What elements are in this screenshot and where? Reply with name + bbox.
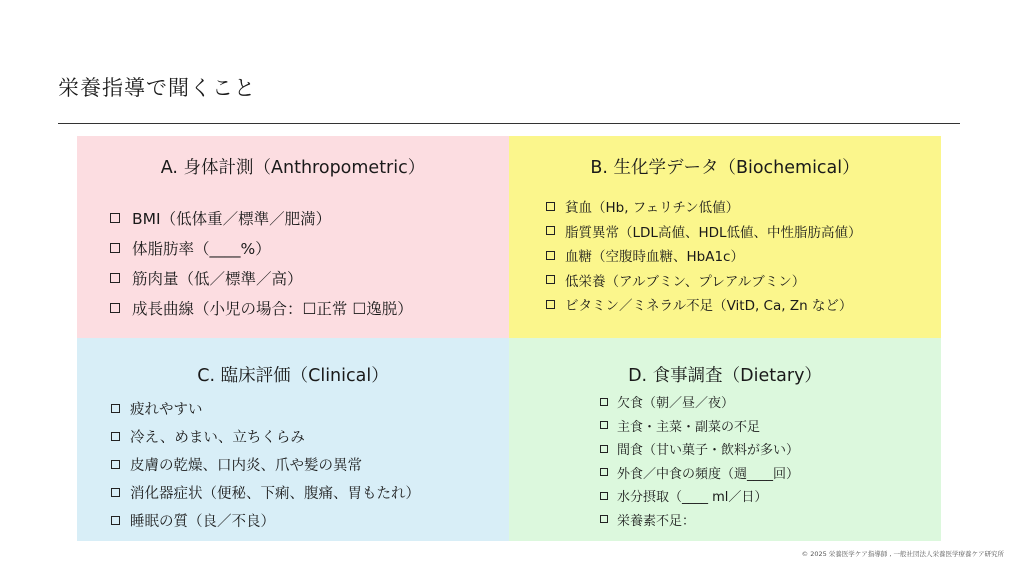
copyright-footer: © 2025 栄養医学ケア指導師 , 一般社団法人栄養医学療養ケア研究所 xyxy=(801,550,1004,558)
checkbox-icon[interactable] xyxy=(111,516,120,525)
checklist-item-label: 低栄養（アルブミン、プレアルブミン） xyxy=(565,273,806,290)
checkbox-icon[interactable] xyxy=(600,515,608,523)
checkbox-icon[interactable] xyxy=(600,445,608,453)
checklist-item-label: BMI（低体重／標準／肥満） xyxy=(132,210,332,228)
checklist-item-label: 睡眠の質（良／不良） xyxy=(130,513,275,530)
checklist-biochemical xyxy=(546,194,862,317)
section-title-dietary: D. 食事調査（Dietary） xyxy=(628,366,822,386)
checklist-item-label: ビタミン／ミネラル不足（VitD, Ca, Zn など） xyxy=(565,298,853,315)
checkbox-icon[interactable] xyxy=(110,213,120,223)
section-anthropometric xyxy=(77,136,509,338)
checkbox-icon[interactable] xyxy=(110,303,120,313)
checkbox-icon[interactable] xyxy=(600,468,608,476)
checkbox-icon[interactable] xyxy=(546,300,555,309)
checklist-item-label: 体脂肪率（____%） xyxy=(132,240,271,258)
section-clinical xyxy=(77,338,509,541)
checklist-item[interactable] xyxy=(111,478,420,506)
checkbox-icon[interactable] xyxy=(111,404,120,413)
page-title: 栄養指導で聞くこと xyxy=(58,76,256,100)
checklist-item[interactable] xyxy=(110,233,413,263)
checklist-item[interactable] xyxy=(110,263,413,293)
checklist-item[interactable] xyxy=(111,450,420,478)
checkbox-icon[interactable] xyxy=(110,273,120,283)
checkbox-icon[interactable] xyxy=(546,275,555,284)
checklist-item[interactable] xyxy=(600,437,799,461)
checklist-item[interactable] xyxy=(546,243,862,268)
checklist-item-label: 皮膚の乾燥、口内炎、爪や髪の異常 xyxy=(130,457,362,474)
checkbox-icon[interactable] xyxy=(546,226,555,235)
checkbox-icon[interactable] xyxy=(546,251,555,260)
checklist-item-label: 消化器症状（便秘、下痢、腹痛、胃もたれ） xyxy=(130,485,420,502)
checklist-item-label: 栄養素不足： xyxy=(617,513,696,529)
checklist-item-label: 脂質異常（LDL高値、HDL低値、中性脂肪高値） xyxy=(565,224,862,241)
checklist-item-label: 血糖（空腹時血糖、HbA1c） xyxy=(565,249,744,266)
checklist-item-label: 間食（甘い菓子・飲料が多い） xyxy=(617,443,800,459)
checkbox-icon[interactable] xyxy=(546,202,555,211)
checklist-item-label: 筋肉量（低／標準／高） xyxy=(132,270,303,288)
checklist-item-label: 疲れやすい xyxy=(130,401,203,418)
checklist-item-label: 冷え、めまい、立ちくらみ xyxy=(130,429,305,446)
checklist-item[interactable] xyxy=(546,292,862,317)
checkbox-icon[interactable] xyxy=(600,398,608,406)
checklist-item[interactable] xyxy=(110,293,413,323)
section-title-clinical: C. 臨床評価（Clinical） xyxy=(197,366,389,386)
checkbox-icon[interactable] xyxy=(111,460,120,469)
checklist-item-label: 水分摂取（____ ml／日） xyxy=(617,490,768,506)
checklist-item[interactable] xyxy=(600,461,799,485)
title-divider xyxy=(58,123,960,124)
checklist-anthropometric xyxy=(110,203,413,323)
checklist-item-label: 欠食（朝／昼／夜） xyxy=(617,396,735,412)
section-title-anthropometric: A. 身体計測（Anthropometric） xyxy=(160,158,426,178)
checkbox-icon[interactable] xyxy=(600,421,608,429)
checklist-item[interactable] xyxy=(111,394,420,422)
checklist-item[interactable] xyxy=(600,508,799,532)
checklist-item-label: 外食／中食の頻度（週____回） xyxy=(617,466,800,482)
checkbox-icon[interactable] xyxy=(111,488,120,497)
checklist-item[interactable] xyxy=(600,414,799,438)
checklist-item[interactable] xyxy=(110,203,413,233)
checklist-item[interactable] xyxy=(600,390,799,414)
checklist-clinical xyxy=(111,394,420,534)
checklist-item[interactable] xyxy=(111,422,420,450)
checklist-item-label: 成長曲線（小児の場合：☐正常 ☐逸脱） xyxy=(132,300,413,318)
checkbox-icon[interactable] xyxy=(110,243,120,253)
checklist-item[interactable] xyxy=(546,219,862,244)
checklist-item[interactable] xyxy=(111,506,420,534)
checklist-item[interactable] xyxy=(546,194,862,219)
checklist-dietary xyxy=(600,390,799,531)
checklist-item-label: 貧血（Hb, フェリチン低値） xyxy=(565,200,740,217)
checklist-item-label: 主食・主菜・副菜の不足 xyxy=(617,419,761,435)
checkbox-icon[interactable] xyxy=(600,492,608,500)
section-biochemical xyxy=(509,136,941,338)
checkbox-icon[interactable] xyxy=(111,432,120,441)
checklist-item[interactable] xyxy=(546,268,862,293)
section-dietary xyxy=(509,338,941,541)
checklist-item[interactable] xyxy=(600,484,799,508)
section-title-biochemical: B. 生化学データ（Biochemical） xyxy=(590,158,860,178)
